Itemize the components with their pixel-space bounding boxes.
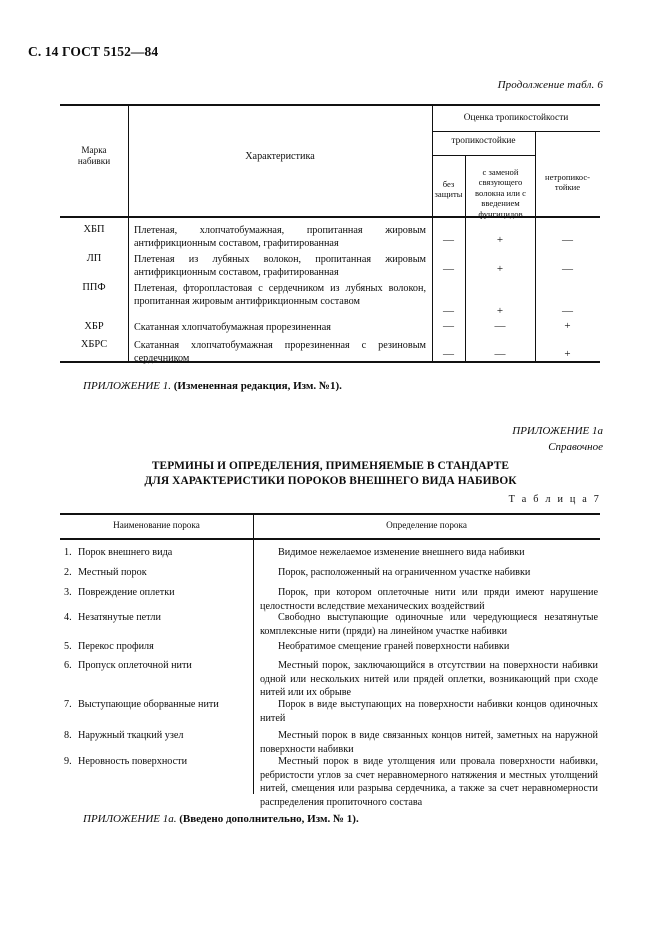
table7-row-definition: Свободно выступающие одиночные или чередующиеся незатянутые комплексные нити (пряди) на линейном участке набивки xyxy=(260,612,598,637)
table6-row-description: Скатанная хлопчатобумажная прорезиненная xyxy=(134,322,331,333)
table7-row-name: Пропуск оплеточной нити xyxy=(78,660,192,671)
table7-row-term xyxy=(64,586,249,600)
table6-cell-without-protection: — xyxy=(443,263,454,275)
table6-row-brand: ЛП xyxy=(86,253,102,264)
table6-cell-non-tropic: + xyxy=(564,320,571,332)
table6-row-brand: ППФ xyxy=(82,282,106,293)
table7-row-definition: Видимое нежелаемое изменение внешнего вида набивки xyxy=(278,547,525,558)
table6-cell-with-replacement: + xyxy=(496,234,504,246)
table7-row-number: 3. xyxy=(64,587,72,598)
prilozhenie-1-note xyxy=(83,380,342,392)
table6-tropic-underline xyxy=(432,155,535,156)
table6-row-brand: ХБР xyxy=(84,321,104,332)
table7-row-number: 8. xyxy=(64,730,72,741)
table6-cell-with-replacement: — xyxy=(494,320,506,332)
table6-header-brand-line2: набивки xyxy=(77,156,111,167)
prilozhenie-1a-note xyxy=(83,813,359,825)
table7-row-name: Наружный ткацкий узел xyxy=(78,730,184,741)
prilozhenie-1a-subtitle: Справочное xyxy=(548,440,603,453)
prilozhenie-1a-heading xyxy=(512,424,603,456)
table6-cell-without-protection: — xyxy=(443,320,454,332)
table6-continuation-label: Продолжение табл. 6 xyxy=(497,79,603,91)
table6-header-tropic-resistant: тропикостойкие xyxy=(451,136,516,146)
prilozhenie-1a-title: ПРИЛОЖЕНИЕ 1а xyxy=(512,425,603,437)
table6-row-description: Плетеная, хлопчатобумажная, пропитанная жировым антифрикционным составом, графитированная xyxy=(134,225,426,250)
table6-cell-non-tropic: — xyxy=(562,305,573,317)
table7-row-term xyxy=(64,729,249,743)
table7-row-number: 9. xyxy=(64,756,72,767)
table6-header-brand-line1: Марка xyxy=(81,145,107,155)
table6-cell-non-tropic: — xyxy=(562,234,573,246)
table7-row-term xyxy=(64,659,249,673)
table6-header-non-tropic-line1: нетропикос- xyxy=(545,172,590,182)
table6-row-description: Плетеная, фторопластовая с сердечником из лубяных волокон, пропитанная жировым антифрикционным составом xyxy=(134,283,426,308)
table6-vertical-rule-1 xyxy=(128,104,129,362)
table6-cell-without-protection: — xyxy=(443,234,454,246)
table7-row-definition: Необратимое смещение граней поверхности набивки xyxy=(278,641,510,652)
table7-row-name: Незатянутые петли xyxy=(78,612,161,623)
table7-row-term xyxy=(64,546,249,560)
table6-cell-with-replacement: — xyxy=(494,348,506,360)
section-title-line1: ТЕРМИНЫ И ОПРЕДЕЛЕНИЯ, ПРИМЕНЯЕМЫЕ В СТАНДАРТЕ xyxy=(151,460,510,472)
table7-row-number: 7. xyxy=(64,699,72,710)
table7-vertical-rule xyxy=(253,513,254,794)
table7-row-number: 2. xyxy=(64,567,72,578)
table7-row-number: 6. xyxy=(64,660,72,671)
table6-header-non-tropic-resistant xyxy=(535,172,600,193)
table7-row-name: Неровность поверхности xyxy=(78,756,188,767)
table6-header-without-protection-line1: без xyxy=(442,179,455,189)
table7-row-number: 4. xyxy=(64,612,72,623)
table7-row-definition: Местный порок, заключающийся в отсутствии на поверхности набивки одной или нескольких нитей или прядей оплетки, возникающий при сходе нитей или их обрыве xyxy=(260,660,598,699)
table7-row-term xyxy=(64,698,256,712)
table7-row-name: Выступающие оборванные нити xyxy=(78,699,219,710)
table6-cell-non-tropic: — xyxy=(562,263,573,275)
table6-evaluation-underline xyxy=(432,131,600,132)
table7-row-definition: Местный порок в виде связанных концов нитей, заметных на наружной поверхности набивки xyxy=(260,730,598,755)
prilozhenie-1a-note-revision: (Введено дополнительно, Изм. № 1). xyxy=(179,813,359,825)
table6-cell-non-tropic: + xyxy=(564,348,571,360)
table7-top-rule xyxy=(60,513,600,515)
table6-row-description: Скатанная хлопчатобумажная прорезиненная с резиновым сердечником xyxy=(134,340,426,365)
section-title xyxy=(0,459,661,489)
table7-row-name: Порок внешнего вида xyxy=(78,547,173,558)
table6-cell-with-replacement: + xyxy=(496,263,504,275)
table7-row-number: 5. xyxy=(64,641,72,652)
table7-row-name: Перекос профиля xyxy=(78,641,154,652)
table6-header-non-tropic-line2: тойкие xyxy=(554,182,581,193)
table6-row-brand: ХБРС xyxy=(80,339,108,350)
table6-header-without-protection-line2: защиты xyxy=(434,189,463,200)
table6-cell-without-protection: — xyxy=(443,348,454,360)
table6-header-evaluation: Оценка тропикостойкости xyxy=(463,113,569,123)
table7-row-number: 1. xyxy=(64,547,72,558)
table7-header-separator-rule xyxy=(60,538,600,540)
table6-header-brand xyxy=(60,145,128,167)
table7-row-name: Местный порок xyxy=(78,567,147,578)
section-title-line2: ДЛЯ ХАРАКТЕРИСТИКИ ПОРОКОВ ВНЕШНЕГО ВИДА НАБИВОК xyxy=(144,474,517,487)
table6-top-rule xyxy=(60,104,600,106)
table6-cell-without-protection: — xyxy=(443,305,454,317)
table6-header-without-protection xyxy=(432,179,465,200)
table7-header-name: Наименование порока xyxy=(113,520,200,530)
table7-row-name: Повреждение оплетки xyxy=(78,587,175,598)
table7-row-definition: Порок, расположенный на ограниченном участке набивки xyxy=(278,567,531,578)
table7-row-term xyxy=(64,611,249,625)
table6-row-description: Плетеная из лубяных волокон, пропитанная жировым антифрикционным составом, графитированная xyxy=(134,254,426,279)
page-header: С. 14 ГОСТ 5152—84 xyxy=(28,44,159,59)
table7-row-term xyxy=(64,640,249,654)
table7-row-term xyxy=(64,755,249,769)
table7-row-definition: Порок, при котором оплеточные нити или пряди имеют нарушение целостности вследствие механических воздействий xyxy=(260,587,598,612)
table6-header-with-replacement: с заменой связующего волокна или с введением фунгицидов xyxy=(475,167,526,219)
table7-row-definition: Порок в виде выступающих на поверхности набивки концов одиночных нитей xyxy=(260,699,598,724)
prilozhenie-1a-note-label: ПРИЛОЖЕНИЕ 1а. xyxy=(83,813,177,825)
table6-cell-with-replacement: + xyxy=(496,305,504,317)
table7-header-definition: Определение порока xyxy=(386,520,467,530)
table7-label: Т а б л и ц а 7 xyxy=(508,494,601,505)
prilozhenie-1-label: ПРИЛОЖЕНИЕ 1. xyxy=(83,380,171,392)
table7-row-term xyxy=(64,566,249,580)
table6-row-brand: ХБП xyxy=(83,224,105,235)
prilozhenie-1-revision: (Измененная редакция, Изм. №1). xyxy=(173,380,342,392)
table6-header-characteristic: Характеристика xyxy=(245,151,315,162)
table7-row-definition: Местный порок в виде утолщения или провала поверхности набивки, ребристости углов за счет неравномерного натяжения и местных утолщений нитей, смещения или разрыва сердечника, а также за счет неравномерности распределения пропиточного состава xyxy=(260,756,598,808)
